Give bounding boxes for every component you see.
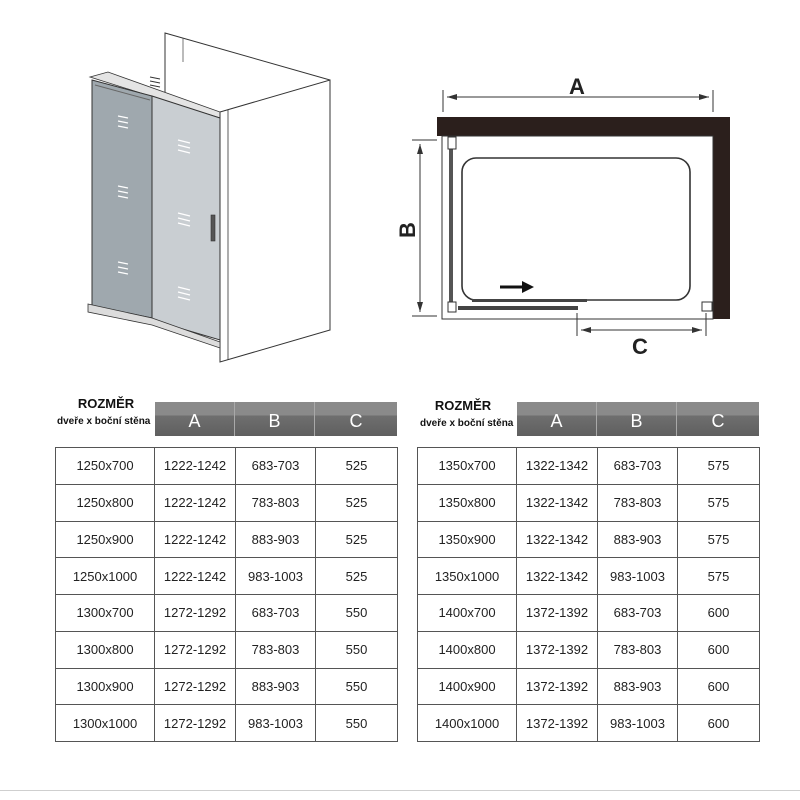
size-cell: 1300x900 [56,668,155,705]
table-row [418,484,760,521]
header-c: C [677,402,759,436]
bottom-divider [0,790,800,791]
table-row [56,595,398,632]
top-view-dimension-diagram [395,60,750,370]
b-cell: 883-903 [598,521,678,558]
table-title: ROZMĚR [434,398,492,413]
b-cell: 783-803 [236,631,316,668]
a-cell: 1222-1242 [155,558,236,595]
a-cell: 1222-1242 [155,448,236,485]
size-cell: 1350x900 [418,521,517,558]
c-cell: 525 [316,484,398,521]
wall-profile-bottom [448,302,456,312]
side-profile [702,302,712,311]
b-cell: 883-903 [236,668,316,705]
header-b: B [235,402,315,436]
c-cell: 525 [316,448,398,485]
a-cell: 1322-1342 [517,521,598,558]
size-cell: 1300x1000 [56,705,155,742]
c-cell: 550 [316,631,398,668]
b-cell: 683-703 [236,448,316,485]
size-cell: 1250x900 [56,521,155,558]
size-cell: 1350x800 [418,484,517,521]
a-cell: 1272-1292 [155,668,236,705]
dimension-table-body [417,447,760,742]
table-row [56,705,398,742]
c-cell: 550 [316,595,398,632]
b-cell: 883-903 [236,521,316,558]
size-cell: 1350x1000 [418,558,517,595]
table-row [56,484,398,521]
c-cell: 600 [678,668,760,705]
table-subtitle: dveře x boční stěna [57,416,151,427]
a-cell: 1322-1342 [517,448,598,485]
header-a: A [155,402,235,436]
b-cell: 983-1003 [598,705,678,742]
c-cell: 525 [316,558,398,595]
a-cell: 1372-1392 [517,705,598,742]
c-cell: 600 [678,631,760,668]
shower-tray-outline [442,136,713,319]
sliding-door-top-view [458,306,578,310]
c-cell: 575 [678,558,760,595]
c-cell: 600 [678,595,760,632]
size-cell: 1350x700 [418,448,517,485]
a-cell: 1322-1342 [517,558,598,595]
c-cell: 600 [678,705,760,742]
b-cell: 783-803 [236,484,316,521]
size-cell: 1400x700 [418,595,517,632]
size-cell: 1250x800 [56,484,155,521]
a-cell: 1222-1242 [155,484,236,521]
b-cell: 783-803 [598,631,678,668]
table-row [56,631,398,668]
b-cell: 683-703 [598,595,678,632]
a-cell: 1272-1292 [155,595,236,632]
size-cell: 1300x800 [56,631,155,668]
side-wall [220,80,330,362]
a-cell: 1272-1292 [155,631,236,668]
table-row [56,448,398,485]
c-cell: 575 [678,484,760,521]
c-cell: 575 [678,448,760,485]
size-cell: 1400x800 [418,631,517,668]
b-cell: 683-703 [236,595,316,632]
dimension-a-label: A [569,74,585,99]
fixed-glass-top-view [449,140,453,308]
a-cell: 1372-1392 [517,631,598,668]
size-cell: 1300x700 [56,595,155,632]
c-cell: 525 [316,521,398,558]
back-wall-section [437,117,730,136]
dimension-b-label: B [395,222,420,238]
b-cell: 983-1003 [598,558,678,595]
wall-profile-top [448,137,456,149]
size-cell: 1250x1000 [56,558,155,595]
table-row [418,448,760,485]
table-subtitle: dveře x boční stěna [420,418,514,429]
header-a: A [517,402,597,436]
table-header [517,402,759,436]
b-cell: 983-1003 [236,558,316,595]
sliding-glass-door [152,96,220,340]
a-cell: 1372-1392 [517,595,598,632]
dimension-c-label: C [632,334,648,359]
b-cell: 683-703 [598,448,678,485]
door-handle [211,215,215,241]
header-c: C [315,402,397,436]
fixed-glass-panel [92,80,152,318]
table-row [56,668,398,705]
table-row [56,558,398,595]
table-row [418,705,760,742]
c-cell: 550 [316,705,398,742]
b-cell: 883-903 [598,668,678,705]
header-b: B [597,402,677,436]
a-cell: 1272-1292 [155,705,236,742]
table-header [155,402,397,436]
side-wall-section [713,117,730,319]
b-cell: 983-1003 [236,705,316,742]
a-cell: 1372-1392 [517,668,598,705]
size-cell: 1400x1000 [418,705,517,742]
table-row [418,558,760,595]
table-row [418,631,760,668]
table-row [418,668,760,705]
size-cell: 1250x700 [56,448,155,485]
table-row [56,521,398,558]
shower-enclosure-3d-drawing [80,20,350,370]
c-cell: 550 [316,668,398,705]
table-row [418,595,760,632]
size-cell: 1400x900 [418,668,517,705]
table-title: ROZMĚR [77,396,135,411]
dimension-table-body [55,447,398,742]
a-cell: 1222-1242 [155,521,236,558]
fixed-panel-top-view [472,299,587,302]
table-row [418,521,760,558]
b-cell: 783-803 [598,484,678,521]
a-cell: 1322-1342 [517,484,598,521]
c-cell: 575 [678,521,760,558]
